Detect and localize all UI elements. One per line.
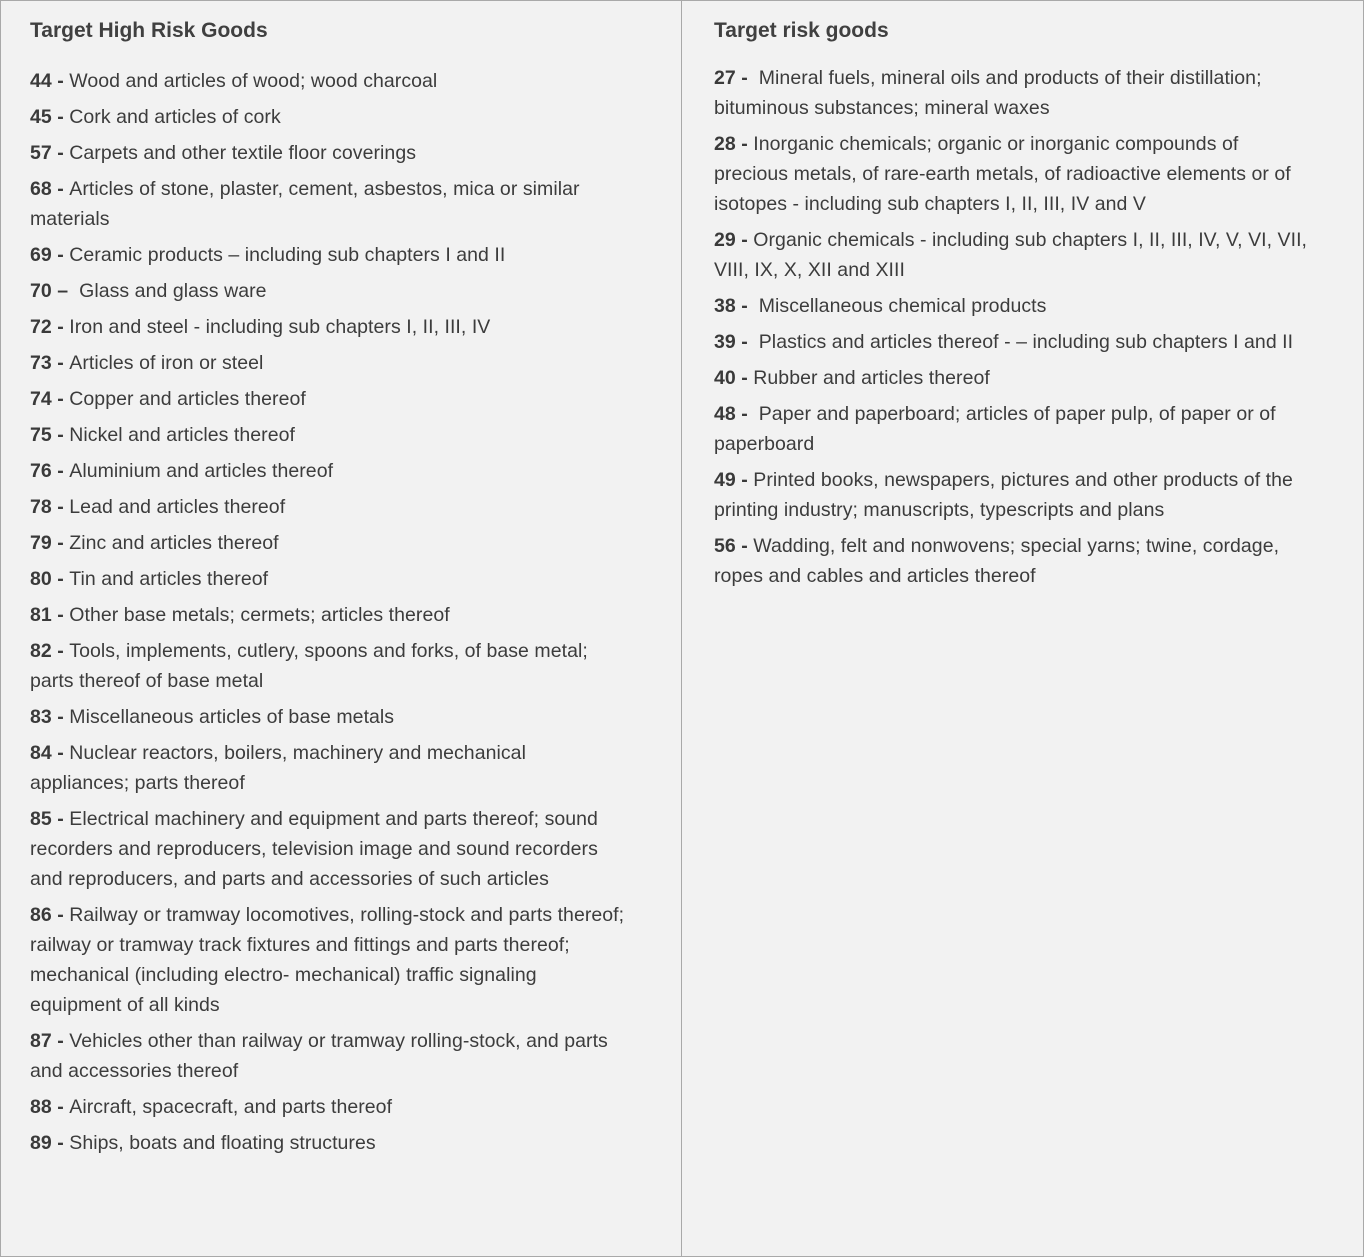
chapter-code: 29: [714, 229, 736, 251]
column-title: Target High Risk Goods: [30, 19, 268, 42]
chapter-description: Articles of iron or steel: [69, 352, 264, 374]
list-item: [30, 492, 630, 522]
chapter-description: Aluminium and articles thereof: [69, 460, 334, 482]
list-item: [30, 240, 630, 270]
list-item: [30, 636, 630, 696]
chapter-description: Plastics and articles thereof - – including sub chapters I and II: [753, 331, 1294, 353]
chapter-description: Nickel and articles thereof: [69, 424, 295, 446]
separator: -: [51, 106, 70, 128]
list-item: [30, 456, 630, 486]
chapter-code: 44: [30, 70, 52, 92]
list-item: [30, 138, 630, 168]
chapter-description: Inorganic chemicals; organic or inorganic compounds of precious metals, of rare-earth metals, of radioactive elements or of isotopes - including sub chapters I, II, III, IV and V: [714, 133, 1291, 215]
chapter-description: Iron and steel - including sub chapters I, II, III, IV: [69, 316, 491, 338]
list-item: [30, 738, 630, 798]
chapter-description: Wadding, felt and nonwovens; special yarns; twine, cordage, ropes and cables and articles thereof: [714, 535, 1280, 587]
separator: –: [51, 280, 74, 302]
chapter-code: 57: [30, 142, 52, 164]
separator: -: [51, 496, 70, 518]
chapter-description: Other base metals; cermets; articles thereof: [69, 604, 450, 626]
list-item: [714, 465, 1314, 525]
list-item: [30, 528, 630, 558]
list-item: [30, 66, 630, 96]
separator: -: [51, 70, 70, 92]
chapter-description: Miscellaneous chemical products: [753, 295, 1047, 317]
chapter-description: Railway or tramway locomotives, rolling-stock and parts thereof; railway or tramway track fixtures and fittings and parts thereof; mechanical (including electro- mechanical) traffic signaling equipment of all kinds: [30, 904, 625, 1016]
chapter-description: Cork and articles of cork: [69, 106, 281, 128]
high-risk-goods-list: [30, 66, 661, 1158]
chapter-code: 75: [30, 424, 52, 446]
chapter-code: 48: [714, 403, 736, 425]
chapter-code: 49: [714, 469, 736, 491]
chapter-code: 27: [714, 67, 736, 89]
chapter-code: 79: [30, 532, 52, 554]
chapter-description: Carpets and other textile floor coverings: [69, 142, 417, 164]
list-item: [714, 225, 1314, 285]
separator: -: [51, 706, 70, 728]
chapter-code: 39: [714, 331, 736, 353]
risk-goods-list: [714, 63, 1343, 591]
chapter-code: 56: [714, 535, 736, 557]
chapter-description: Articles of stone, plaster, cement, asbestos, mica or similar materials: [30, 178, 580, 230]
list-item: [714, 327, 1314, 357]
chapter-code: 88: [30, 1096, 52, 1118]
chapter-description: Organic chemicals - including sub chapters I, II, III, IV, V, VI, VII, VIII, IX, X, XII and XIII: [714, 229, 1308, 281]
separator: -: [735, 469, 754, 491]
separator: -: [51, 742, 70, 764]
chapter-description: Mineral fuels, mineral oils and products of their distillation; bituminous substances; mineral waxes: [714, 67, 1262, 119]
separator: -: [51, 352, 70, 374]
chapter-code: 85: [30, 808, 52, 830]
chapter-description: Printed books, newspapers, pictures and other products of the printing industry; manuscripts, typescripts and plans: [714, 469, 1293, 521]
separator: -: [51, 388, 70, 410]
separator: -: [51, 604, 70, 626]
chapter-description: Paper and paperboard; articles of paper pulp, of paper or of paperboard: [714, 403, 1276, 455]
separator: -: [735, 133, 754, 155]
separator: -: [51, 1096, 70, 1118]
separator: -: [735, 331, 754, 353]
chapter-code: 68: [30, 178, 52, 200]
separator: -: [735, 67, 754, 89]
separator: -: [51, 142, 70, 164]
chapter-description: Aircraft, spacecraft, and parts thereof: [69, 1096, 393, 1118]
separator: -: [51, 244, 70, 266]
chapter-description: Miscellaneous articles of base metals: [69, 706, 395, 728]
chapter-code: 38: [714, 295, 736, 317]
chapter-code: 69: [30, 244, 52, 266]
separator: -: [51, 460, 70, 482]
list-item: [714, 399, 1314, 459]
separator: -: [51, 1132, 70, 1154]
list-item: [714, 63, 1314, 123]
separator: -: [735, 229, 754, 251]
chapter-code: 45: [30, 106, 52, 128]
chapter-code: 76: [30, 460, 52, 482]
chapter-description: Nuclear reactors, boilers, machinery and mechanical appliances; parts thereof: [30, 742, 526, 794]
separator: -: [735, 403, 754, 425]
list-item: [30, 900, 630, 1020]
list-item: [30, 420, 630, 450]
chapter-description: Vehicles other than railway or tramway rolling-stock, and parts and accessories thereof: [30, 1030, 608, 1082]
list-item: [714, 291, 1314, 321]
chapter-description: Lead and articles thereof: [69, 496, 286, 518]
list-item: [714, 531, 1314, 591]
chapter-code: 78: [30, 496, 52, 518]
chapter-description: Tools, implements, cutlery, spoons and forks, of base metal; parts thereof of base metal: [30, 640, 588, 692]
separator: -: [51, 316, 70, 338]
list-item: [30, 276, 630, 306]
separator: -: [51, 532, 70, 554]
separator: -: [51, 640, 70, 662]
list-item: [30, 1092, 630, 1122]
chapter-description: Rubber and articles thereof: [753, 367, 990, 389]
chapter-code: 80: [30, 568, 52, 590]
list-item: [30, 384, 630, 414]
list-item: [714, 363, 1314, 393]
chapter-description: Ships, boats and floating structures: [69, 1132, 376, 1154]
chapter-description: Copper and articles thereof: [69, 388, 306, 410]
chapter-code: 40: [714, 367, 736, 389]
list-item: [714, 129, 1314, 219]
list-item: [30, 804, 630, 894]
list-item: [30, 312, 630, 342]
column-title: Target risk goods: [714, 19, 889, 42]
chapter-code: 81: [30, 604, 52, 626]
chapter-description: Zinc and articles thereof: [69, 532, 279, 554]
list-item: [30, 174, 630, 234]
chapter-code: 89: [30, 1132, 52, 1154]
separator: -: [51, 568, 70, 590]
chapter-code: 86: [30, 904, 52, 926]
chapter-description: Wood and articles of wood; wood charcoal: [69, 70, 438, 92]
chapter-code: 82: [30, 640, 52, 662]
separator: -: [51, 424, 70, 446]
list-item: [30, 348, 630, 378]
separator: -: [51, 808, 70, 830]
separator: -: [735, 367, 754, 389]
list-item: [30, 564, 630, 594]
chapter-description: Ceramic products – including sub chapters I and II: [69, 244, 506, 266]
separator: -: [51, 904, 70, 926]
list-item: [30, 102, 630, 132]
high-risk-goods-column: [1, 1, 682, 1256]
chapter-code: 84: [30, 742, 52, 764]
separator: -: [735, 535, 754, 557]
list-item: [30, 1026, 630, 1086]
chapter-code: 72: [30, 316, 52, 338]
list-item: [30, 600, 630, 630]
separator: -: [51, 1030, 70, 1052]
chapter-description: Glass and glass ware: [73, 280, 267, 302]
chapter-code: 73: [30, 352, 52, 374]
separator: -: [735, 295, 754, 317]
separator: -: [51, 178, 70, 200]
chapter-code: 70: [30, 280, 52, 302]
chapter-code: 83: [30, 706, 52, 728]
chapter-description: Tin and articles thereof: [69, 568, 269, 590]
chapter-description: Electrical machinery and equipment and parts thereof; sound recorders and reproducers, television image and sound recorders and reproducers, and parts and accessories of such articles: [30, 808, 598, 890]
list-item: [30, 1128, 630, 1158]
list-item: [30, 702, 630, 732]
chapter-code: 28: [714, 133, 736, 155]
chapter-code: 74: [30, 388, 52, 410]
chapter-code: 87: [30, 1030, 52, 1052]
risk-goods-column: [682, 1, 1363, 1256]
